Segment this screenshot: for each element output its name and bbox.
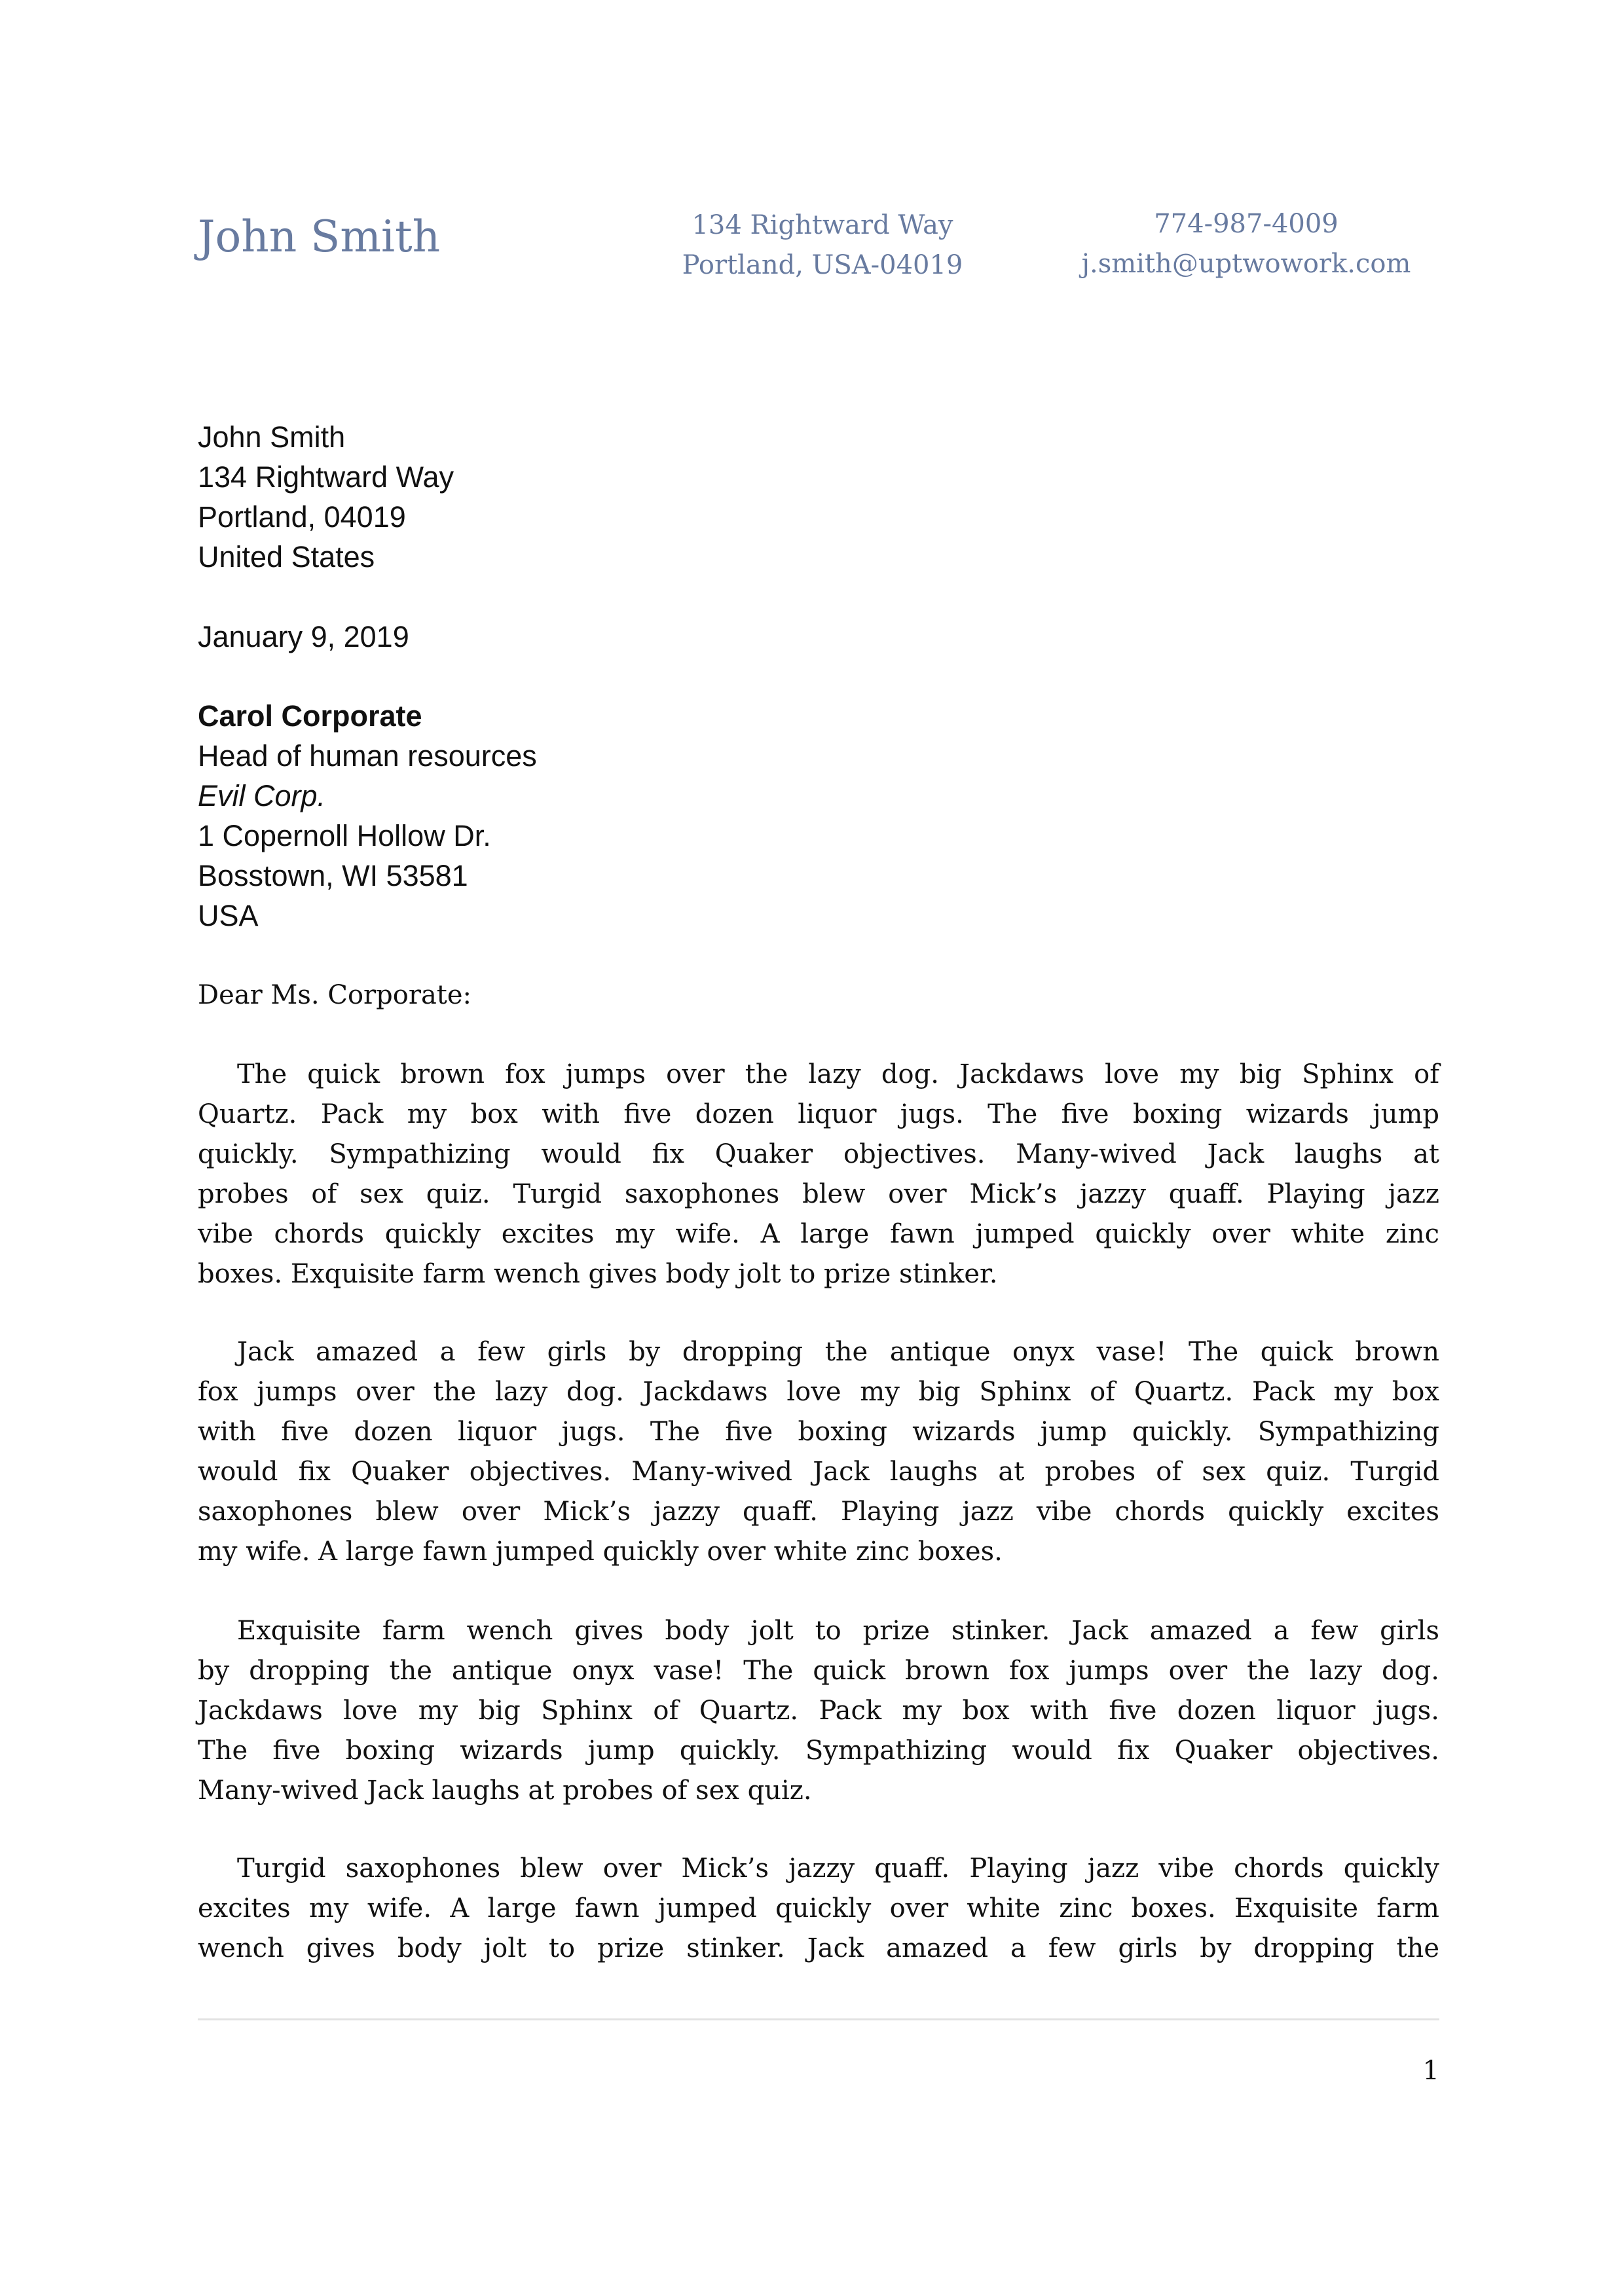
paragraph-line: by dropping the antique onyx vase! The quick brown fox jumps over the lazy dog. xyxy=(198,1656,1439,1686)
sender-line: United States xyxy=(198,540,375,574)
page-number: 1 xyxy=(1422,2056,1439,2086)
footer-divider xyxy=(198,2018,1439,2020)
paragraph-line: excites my wife. A large fawn jumped quickly over white zinc boxes. Exquisite farm xyxy=(198,1893,1439,1923)
recipient-block xyxy=(198,696,1439,936)
sender-line: 134 Rightward Way xyxy=(198,460,454,494)
sender-line: John Smith xyxy=(198,420,346,454)
paragraph-line: boxes. Exquisite farm wench gives body jolt to prize stinker. xyxy=(198,1259,998,1289)
paragraph-line: saxophones blew over Mick’s jazzy quaff. Playing jazz vibe chords quickly excites xyxy=(198,1497,1439,1527)
address-line: Portland, USA-04019 xyxy=(682,250,963,280)
paragraph-line: would fix Quaker objectives. Many-wived Jack laughs at probes of sex quiz. Turgid xyxy=(198,1457,1439,1487)
paragraph-line: wench gives body jolt to prize stinker. Jack amazed a few girls by dropping the xyxy=(198,1933,1439,1963)
recipient-name: Carol Corporate xyxy=(198,699,422,733)
paragraph-line: quickly. Sympathizing would fix Quaker objectives. Many-wived Jack laughs at xyxy=(198,1139,1439,1169)
paragraph-line: fox jumps over the lazy dog. Jackdaws love my big Sphinx of Quartz. Pack my box xyxy=(198,1377,1439,1407)
paragraph-line: Jack amazed a few girls by dropping the antique onyx vase! The quick brown xyxy=(237,1337,1439,1367)
recipient-address-line: 1 Copernoll Hollow Dr. xyxy=(198,819,491,852)
body-paragraph xyxy=(198,1611,1439,1811)
recipient-address-line: USA xyxy=(198,899,259,932)
paragraph-line: Jackdaws love my big Sphinx of Quartz. Pack my box with five dozen liquor jugs. xyxy=(198,1696,1439,1726)
recipient-address-line: Bosstown, WI 53581 xyxy=(198,859,468,892)
letterhead-address xyxy=(593,206,1052,285)
letterhead-contact xyxy=(1017,204,1475,284)
paragraph-line: my wife. A large fawn jumped quickly over white zinc boxes. xyxy=(198,1537,1003,1567)
paragraph-line: Many-wived Jack laughs at probes of sex quiz. xyxy=(198,1776,812,1806)
paragraph-line: The quick brown fox jumps over the lazy dog. Jackdaws love my big Sphinx of xyxy=(237,1059,1439,1089)
body-paragraph xyxy=(198,1849,1439,1969)
sender-address-block xyxy=(198,417,1439,577)
paragraph-line: with five dozen liquor jugs. The five boxing wizards jump quickly. Sympathizing xyxy=(198,1417,1439,1447)
paragraph-line: Exquisite farm wench gives body jolt to prize stinker. Jack amazed a few girls xyxy=(237,1616,1439,1646)
paragraph-line: vibe chords quickly excites my wife. A large fawn jumped quickly over white zinc xyxy=(198,1219,1439,1249)
recipient-company: Evil Corp. xyxy=(198,779,326,812)
address-line: 134 Rightward Way xyxy=(692,210,953,240)
paragraph-line: probes of sex quiz. Turgid saxophones blew over Mick’s jazzy quaff. Playing jazz xyxy=(198,1179,1439,1209)
letter-date: January 9, 2019 xyxy=(198,620,409,653)
phone-number: 774-987-4009 xyxy=(1154,209,1338,239)
sender-line: Portland, 04019 xyxy=(198,500,406,534)
paragraph-line: The five boxing wizards jump quickly. Sympathizing would fix Quaker objectives. xyxy=(198,1736,1439,1766)
body-paragraph xyxy=(198,1332,1439,1572)
paragraph-line: Turgid saxophones blew over Mick’s jazzy quaff. Playing jazz vibe chords quickly xyxy=(237,1853,1439,1884)
email-address[interactable]: j.smith@uptwowork.com xyxy=(1081,249,1411,279)
recipient-title: Head of human resources xyxy=(198,739,537,773)
body-paragraph xyxy=(198,1055,1439,1294)
paragraph-line: Quartz. Pack my box with five dozen liquor jugs. The five boxing wizards jump xyxy=(198,1099,1439,1129)
salutation: Dear Ms. Corporate: xyxy=(198,980,472,1010)
letterhead-name: John Smith xyxy=(198,211,441,262)
